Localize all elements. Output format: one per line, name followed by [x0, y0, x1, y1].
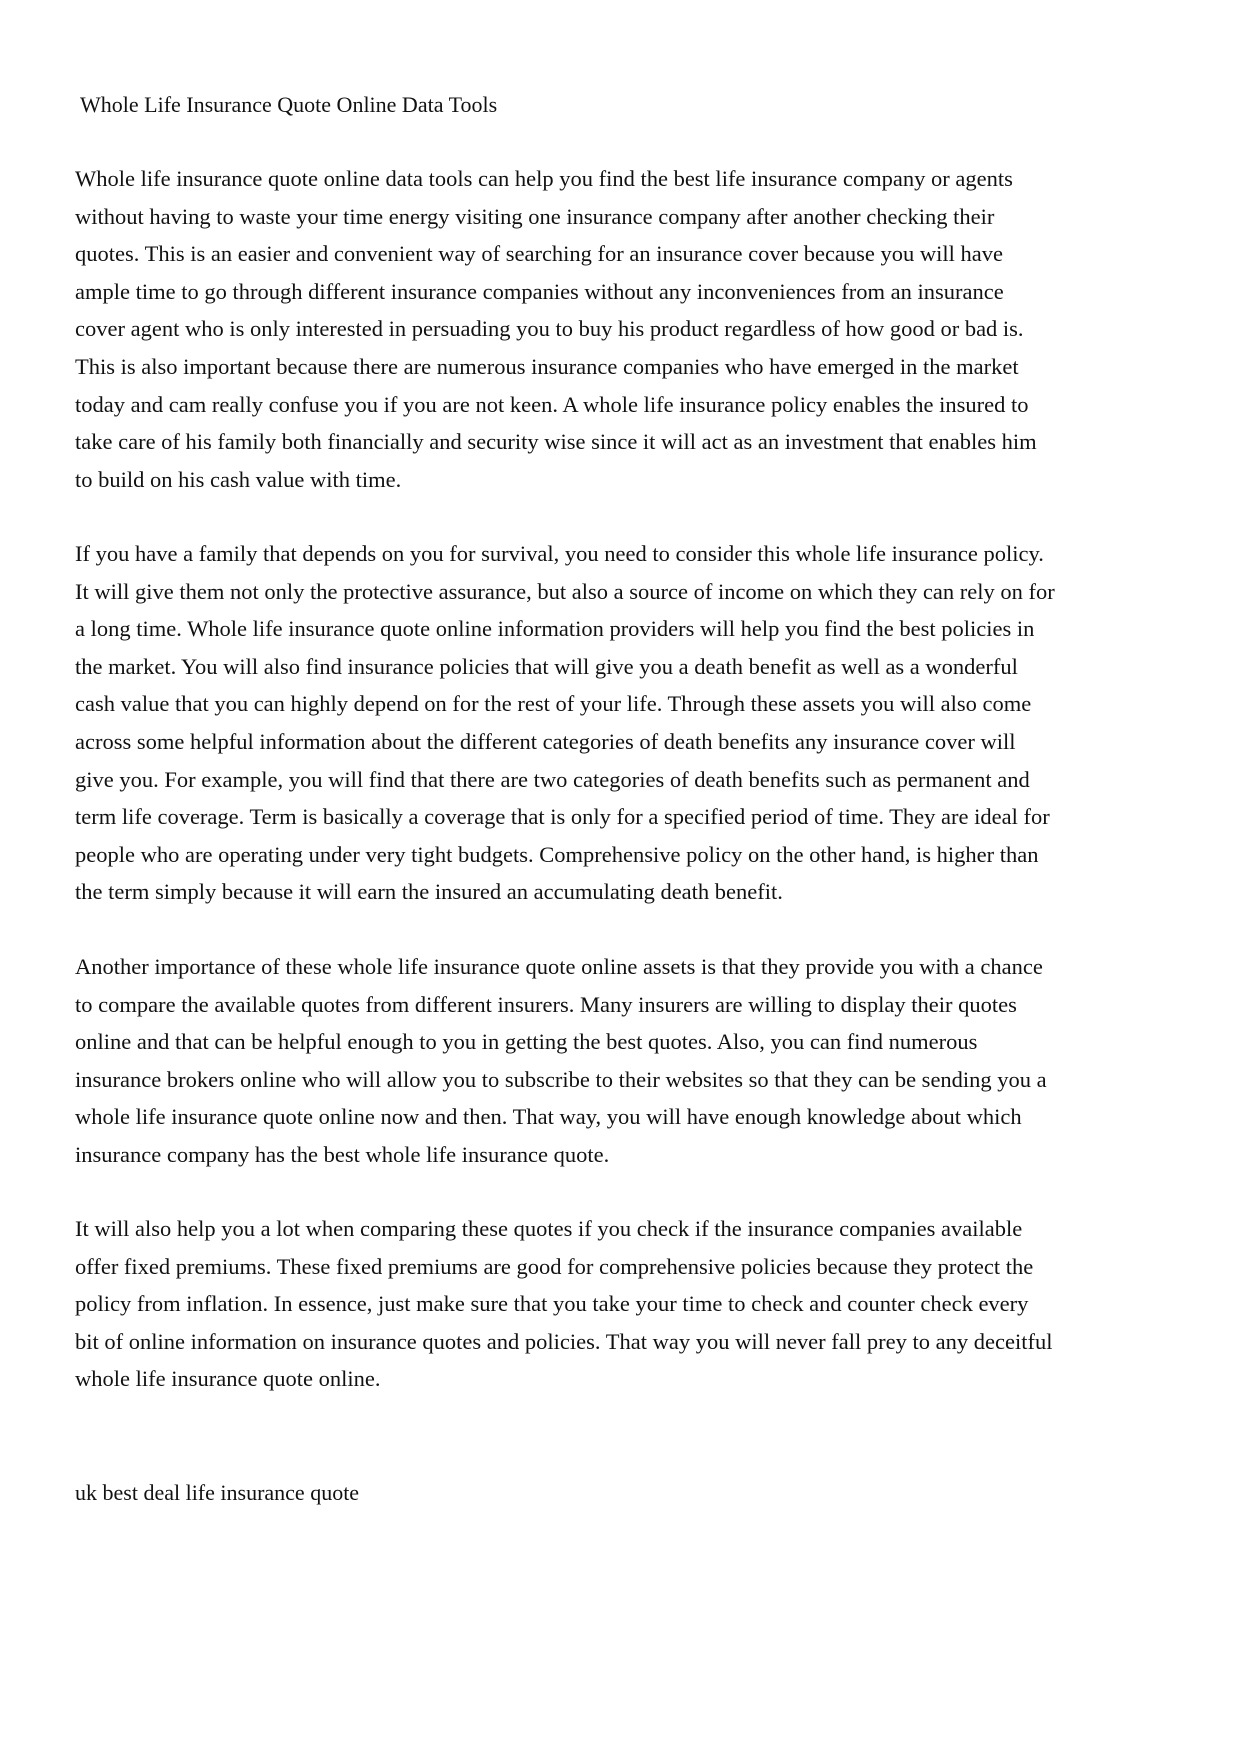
paragraph-line: ample time to go through different insurance companies without any inconveniences from an insurance: [75, 278, 1004, 304]
paragraph-1: [75, 160, 1185, 498]
paragraph-line: whole life insurance quote online now and then. That way, you will have enough knowledge about which: [75, 1104, 1022, 1130]
paragraph-line: It will also help you a lot when comparing these quotes if you check if the insurance companies available: [75, 1216, 1023, 1241]
document-title: Whole Life Insurance Quote Online Data Tools: [80, 92, 498, 117]
paragraph-line: people who are operating under very tight budgets. Comprehensive policy on the other hand, is higher than: [75, 841, 1039, 867]
paragraph-3: [75, 948, 1185, 1174]
paragraph-line: online and that can be helpful enough to you in getting the best quotes. Also, you can find numerous: [75, 1029, 978, 1055]
paragraph-line: bit of online information on insurance quotes and policies. That way you will never fall prey to any deceitful: [75, 1328, 1053, 1354]
paragraph-line: without having to waste your time energy visiting one insurance company after another checking their: [75, 203, 995, 229]
paragraph-line: today and cam really confuse you if you are not keen. A whole life insurance policy enables the insured to: [75, 391, 1029, 417]
paragraph-line: quotes. This is an easier and convenient way of searching for an insurance cover because you will have: [75, 241, 1004, 267]
paragraph-line: give you. For example, you will find that there are two categories of death benefits such as permanent and: [75, 766, 1030, 792]
paragraph-line: whole life insurance quote online.: [75, 1366, 381, 1392]
paragraph-line: Whole life insurance quote online data tools can help you find the best life insurance company or agents: [75, 166, 1013, 191]
paragraph-line: offer fixed premiums. These fixed premiums are good for comprehensive policies because they protect the: [75, 1253, 1034, 1279]
paragraph-line: insurance brokers online who will allow you to subscribe to their websites so that they can be sending you a: [75, 1066, 1047, 1092]
paragraph-4: [75, 1210, 1185, 1398]
paragraph-line: to build on his cash value with time.: [75, 466, 402, 492]
paragraph-line: a long time. Whole life insurance quote online information providers will help you find the best policies in: [75, 616, 1035, 642]
paragraph-line: the market. You will also find insurance policies that will give you a death benefit as well as a wonderful: [75, 653, 1018, 679]
paragraph-line: Another importance of these whole life insurance quote online assets is that they provide you with a chance: [75, 954, 1043, 979]
paragraph-2: [75, 535, 1185, 911]
paragraph-line: the term simply because it will earn the insured an accumulating death benefit.: [75, 879, 783, 905]
paragraph-line: cash value that you can highly depend on for the rest of your life. Through these assets you will also come: [75, 691, 1032, 717]
paragraph-line: This is also important because there are numerous insurance companies who have emerged in the market: [75, 353, 1019, 379]
paragraph-line: insurance company has the best whole life insurance quote.: [75, 1141, 610, 1167]
footer-keyword-text: uk best deal life insurance quote: [75, 1480, 360, 1505]
paragraph-line: to compare the available quotes from different insurers. Many insurers are willing to display their quotes: [75, 991, 1017, 1017]
paragraph-line: It will give them not only the protective assurance, but also a source of income on which they can rely on for: [75, 578, 1055, 604]
paragraph-line: take care of his family both financially and security wise since it will act as an investment that enables him: [75, 429, 1037, 455]
paragraph-line: cover agent who is only interested in persuading you to buy his product regardless of how good or bad is.: [75, 316, 1024, 342]
paragraph-line: across some helpful information about the different categories of death benefits any insurance cover will: [75, 728, 1016, 754]
paragraph-line: If you have a family that depends on you for survival, you need to consider this whole life insurance policy.: [75, 541, 1044, 566]
paragraph-line: term life coverage. Term is basically a coverage that is only for a specified period of time. They are ideal for: [75, 804, 1050, 830]
paragraph-line: policy from inflation. In essence, just make sure that you take your time to check and counter check every: [75, 1291, 1029, 1317]
